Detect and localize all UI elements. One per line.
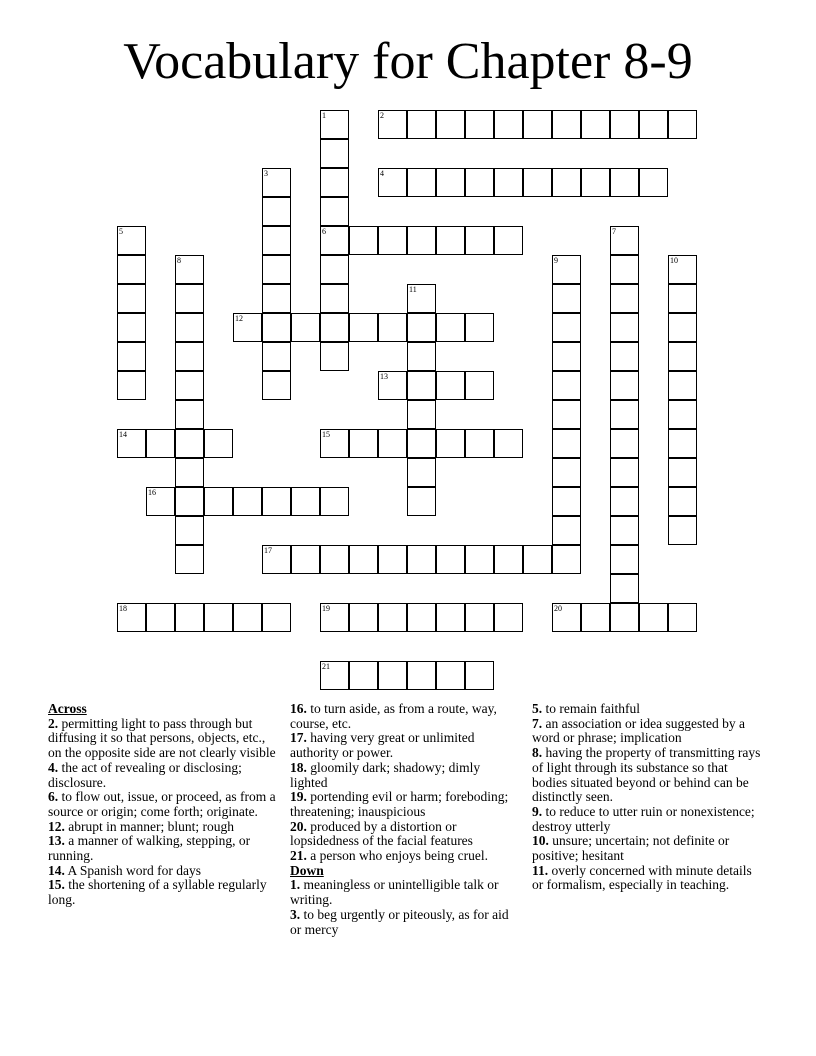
clue-number: 4. (48, 759, 59, 775)
grid-cell[interactable] (436, 371, 465, 400)
clue-item (532, 717, 762, 746)
clue-item (532, 702, 762, 717)
clue-text: portending evil or harm; foreboding; threatening; inauspicious (290, 789, 509, 819)
grid-cell[interactable] (552, 487, 581, 516)
cell-number: 7 (612, 227, 616, 236)
grid-cell[interactable] (233, 487, 262, 516)
clue-text: permitting light to pass through but diffusing it so that persons, objects, etc., on the opposite side are not clearly visible (48, 715, 276, 761)
grid-cell[interactable] (320, 197, 349, 226)
grid-cell[interactable] (262, 487, 291, 516)
grid-cell[interactable] (262, 313, 291, 342)
grid-cell[interactable] (320, 487, 349, 516)
grid-cell[interactable] (552, 342, 581, 371)
grid-cell[interactable] (320, 661, 349, 690)
grid-cell[interactable] (668, 284, 697, 313)
grid-cell[interactable] (610, 342, 639, 371)
grid-cell[interactable] (581, 110, 610, 139)
grid-cell[interactable] (668, 313, 697, 342)
grid-cell[interactable] (175, 371, 204, 400)
clue-item (48, 717, 276, 761)
grid-cell[interactable] (320, 429, 349, 458)
clue-number: 17. (290, 730, 307, 746)
grid-cell[interactable] (407, 603, 436, 632)
grid-cell[interactable] (175, 603, 204, 632)
grid-cell[interactable] (117, 255, 146, 284)
cell-number: 14 (119, 430, 127, 439)
grid-cell[interactable] (146, 603, 175, 632)
grid-cell[interactable] (378, 168, 407, 197)
clue-text: gloomily dark; shadowy; dimly lighted (290, 759, 481, 790)
clue-text: a person who enjoys being cruel. (306, 848, 488, 864)
grid-cell[interactable] (610, 429, 639, 458)
grid-cell[interactable] (639, 110, 668, 139)
grid-cell[interactable] (465, 313, 494, 342)
grid-cell[interactable] (552, 110, 581, 139)
grid-cell[interactable] (407, 342, 436, 371)
clue-text: to turn aside, as from a route, way, course, etc. (290, 701, 497, 731)
grid-cell[interactable] (465, 371, 494, 400)
grid-cell[interactable] (349, 603, 378, 632)
grid-cell[interactable] (117, 342, 146, 371)
grid-cell[interactable] (610, 313, 639, 342)
grid-cell[interactable] (436, 545, 465, 574)
grid-cell[interactable] (610, 545, 639, 574)
grid-cell[interactable] (639, 168, 668, 197)
grid-cell[interactable] (494, 168, 523, 197)
grid-cell[interactable] (407, 284, 436, 313)
grid-cell[interactable] (668, 255, 697, 284)
grid-cell[interactable] (320, 110, 349, 139)
clue-number: 21. (290, 848, 307, 864)
clue-text: having the property of transmitting rays of light through its substance so that bodies situated beyond or behind can be distinctly seen. (532, 745, 761, 805)
clue-number: 19. (290, 789, 307, 805)
grid-cell[interactable] (494, 545, 523, 574)
grid-cell[interactable] (320, 284, 349, 313)
grid-cell[interactable] (320, 255, 349, 284)
grid-cell[interactable] (494, 603, 523, 632)
grid-cell[interactable] (349, 545, 378, 574)
cell-number: 3 (264, 169, 268, 178)
clue-item (290, 702, 520, 731)
grid-cell[interactable] (262, 255, 291, 284)
grid-cell[interactable] (407, 371, 436, 400)
clue-number: 8. (532, 745, 543, 761)
grid-cell[interactable] (436, 603, 465, 632)
grid-cell[interactable] (523, 168, 552, 197)
grid-cell[interactable] (117, 313, 146, 342)
grid-cell[interactable] (436, 226, 465, 255)
clue-text: unsure; uncertain; not definite or positive; hesitant (532, 833, 730, 864)
clue-text: a manner of walking, stepping, or running. (48, 833, 251, 864)
cell-number: 17 (264, 546, 272, 555)
clue-number: 15. (48, 877, 65, 893)
clue-number: 13. (48, 833, 65, 849)
grid-cell[interactable] (320, 545, 349, 574)
grid-cell[interactable] (407, 661, 436, 690)
grid-cell[interactable] (610, 458, 639, 487)
grid-cell[interactable] (668, 342, 697, 371)
grid-cell[interactable] (349, 226, 378, 255)
grid-cell[interactable] (262, 226, 291, 255)
clue-item (532, 805, 762, 834)
grid-cell[interactable] (668, 371, 697, 400)
grid-cell[interactable] (407, 487, 436, 516)
grid-cell[interactable] (349, 429, 378, 458)
cell-number: 19 (322, 604, 330, 613)
clue-number: 18. (290, 759, 307, 775)
grid-cell[interactable] (436, 110, 465, 139)
grid-cell[interactable] (465, 226, 494, 255)
grid-cell[interactable] (465, 603, 494, 632)
grid-cell[interactable] (320, 342, 349, 371)
grid-cell[interactable] (262, 342, 291, 371)
down-header: Down (290, 862, 324, 878)
grid-cell[interactable] (378, 226, 407, 255)
grid-cell[interactable] (378, 603, 407, 632)
clue-item (48, 761, 276, 790)
clue-item (48, 834, 276, 863)
grid-cell[interactable] (175, 400, 204, 429)
clue-text: abrupt in manner; blunt; rough (64, 818, 234, 834)
grid-cell[interactable] (262, 603, 291, 632)
cell-number: 16 (148, 488, 156, 497)
grid-cell[interactable] (175, 516, 204, 545)
cell-number: 13 (380, 372, 388, 381)
grid-cell[interactable] (378, 371, 407, 400)
grid-cell[interactable] (465, 545, 494, 574)
grid-cell[interactable] (552, 168, 581, 197)
grid-cell[interactable] (175, 284, 204, 313)
cell-number: 1 (322, 111, 326, 120)
grid-cell[interactable] (668, 400, 697, 429)
grid-cell[interactable] (175, 313, 204, 342)
grid-cell[interactable] (320, 313, 349, 342)
clue-text: the shortening of a syllable regularly long. (48, 877, 267, 908)
grid-cell[interactable] (320, 603, 349, 632)
grid-cell[interactable] (233, 313, 262, 342)
grid-cell[interactable] (175, 255, 204, 284)
clue-item (532, 746, 762, 805)
grid-cell[interactable] (494, 429, 523, 458)
grid-cell[interactable] (146, 429, 175, 458)
grid-cell[interactable] (610, 516, 639, 545)
grid-cell[interactable] (552, 284, 581, 313)
grid-cell[interactable] (320, 168, 349, 197)
clue-text: to flow out, issue, or proceed, as from a source or origin; come forth; originate. (48, 789, 276, 819)
grid-cell[interactable] (668, 516, 697, 545)
clue-item (290, 761, 520, 790)
grid-cell[interactable] (436, 313, 465, 342)
cell-number: 9 (554, 256, 558, 265)
clue-number: 1. (290, 877, 301, 893)
cell-number: 20 (554, 604, 562, 613)
grid-cell[interactable] (378, 429, 407, 458)
grid-cell[interactable] (610, 487, 639, 516)
grid-cell[interactable] (291, 545, 320, 574)
cell-number: 2 (380, 111, 384, 120)
grid-cell[interactable] (175, 487, 204, 516)
cell-number: 11 (409, 285, 417, 294)
clue-item (48, 878, 276, 907)
clue-number: 3. (290, 906, 301, 922)
cell-number: 4 (380, 169, 384, 178)
grid-cell[interactable] (262, 284, 291, 313)
cell-number: 21 (322, 662, 330, 671)
grid-cell[interactable] (233, 603, 262, 632)
grid-cell[interactable] (494, 226, 523, 255)
clue-item (532, 834, 762, 863)
grid-cell[interactable] (117, 226, 146, 255)
grid-cell[interactable] (204, 429, 233, 458)
grid-cell[interactable] (668, 487, 697, 516)
clue-text: to beg urgently or piteously, as for aid or mercy (290, 906, 509, 937)
grid-cell[interactable] (465, 110, 494, 139)
cell-number: 5 (119, 227, 123, 236)
grid-cell[interactable] (378, 545, 407, 574)
grid-cell[interactable] (552, 545, 581, 574)
grid-cell[interactable] (552, 400, 581, 429)
clue-item (290, 849, 520, 864)
clue-text: the act of revealing or disclosing; disclosure. (48, 759, 242, 790)
grid-cell[interactable] (465, 661, 494, 690)
clue-text: A Spanish word for days (64, 862, 201, 878)
grid-cell[interactable] (262, 371, 291, 400)
grid-cell[interactable] (668, 429, 697, 458)
grid-cell[interactable] (262, 197, 291, 226)
clue-text: to remain faithful (542, 701, 640, 716)
clue-item (48, 790, 276, 819)
grid-cell[interactable] (668, 110, 697, 139)
cell-number: 6 (322, 227, 326, 236)
grid-cell[interactable] (610, 255, 639, 284)
cell-number: 12 (235, 314, 243, 323)
grid-cell[interactable] (175, 429, 204, 458)
cell-number: 10 (670, 256, 678, 265)
grid-cell[interactable] (436, 429, 465, 458)
grid-cell[interactable] (436, 661, 465, 690)
grid-cell[interactable] (552, 313, 581, 342)
cell-number: 18 (119, 604, 127, 613)
grid-cell[interactable] (581, 168, 610, 197)
clue-text: to reduce to utter ruin or nonexistence; destroy utterly (532, 803, 755, 834)
grid-cell[interactable] (117, 603, 146, 632)
grid-cell[interactable] (610, 168, 639, 197)
cell-number: 15 (322, 430, 330, 439)
grid-cell[interactable] (407, 168, 436, 197)
grid-cell[interactable] (407, 400, 436, 429)
grid-cell[interactable] (146, 487, 175, 516)
grid-cell[interactable] (407, 458, 436, 487)
across-header: Across (48, 701, 87, 716)
grid-cell[interactable] (552, 458, 581, 487)
clue-number: 14. (48, 862, 65, 878)
grid-cell[interactable] (175, 458, 204, 487)
grid-cell[interactable] (204, 487, 233, 516)
grid-cell[interactable] (552, 429, 581, 458)
clue-item (290, 820, 520, 849)
clue-text: meaningless or unintelligible talk or writing. (290, 877, 499, 908)
clue-column-1 (48, 702, 276, 908)
clue-item (290, 878, 520, 907)
clue-item (48, 820, 276, 835)
grid-cell[interactable] (407, 429, 436, 458)
grid-cell[interactable] (378, 313, 407, 342)
grid-cell[interactable] (465, 168, 494, 197)
grid-cell[interactable] (668, 458, 697, 487)
grid-cell[interactable] (407, 313, 436, 342)
grid-cell[interactable] (117, 429, 146, 458)
grid-cell[interactable] (117, 371, 146, 400)
grid-cell[interactable] (407, 110, 436, 139)
page-title: Vocabulary for Chapter 8-9 (123, 33, 693, 90)
grid-cell[interactable] (204, 603, 233, 632)
clue-number: 20. (290, 818, 307, 834)
clue-item (532, 864, 762, 893)
clue-item (290, 790, 520, 819)
clue-number: 5. (532, 701, 543, 716)
grid-cell[interactable] (639, 603, 668, 632)
clue-number: 9. (532, 803, 543, 819)
grid-cell[interactable] (262, 168, 291, 197)
grid-cell[interactable] (610, 574, 639, 603)
grid-cell[interactable] (610, 603, 639, 632)
grid-cell[interactable] (378, 110, 407, 139)
grid-cell[interactable] (610, 371, 639, 400)
clue-item (290, 731, 520, 760)
clue-text: having very great or unlimited authority or power. (290, 730, 475, 761)
grid-cell[interactable] (291, 313, 320, 342)
grid-cell[interactable] (581, 603, 610, 632)
grid-cell[interactable] (552, 371, 581, 400)
clue-text: produced by a distortion or lopsidedness of the facial features (290, 818, 473, 849)
clue-item (290, 908, 520, 937)
grid-cell[interactable] (320, 139, 349, 168)
grid-cell[interactable] (523, 110, 552, 139)
grid-cell[interactable] (610, 110, 639, 139)
clue-text: overly concerned with minute details or formalism, especially in teaching. (532, 862, 752, 893)
grid-cell[interactable] (407, 545, 436, 574)
clue-text: an association or idea suggested by a word or phrase; implication (532, 715, 745, 746)
clue-number: 11. (532, 862, 549, 878)
grid-cell[interactable] (436, 168, 465, 197)
grid-cell[interactable] (552, 516, 581, 545)
clue-column-3 (532, 702, 762, 893)
grid-cell[interactable] (407, 226, 436, 255)
grid-cell[interactable] (175, 545, 204, 574)
clue-number: 2. (48, 715, 59, 731)
grid-cell[interactable] (494, 110, 523, 139)
grid-cell[interactable] (552, 603, 581, 632)
clue-column-2 (290, 702, 520, 937)
grid-cell[interactable] (610, 284, 639, 313)
grid-cell[interactable] (465, 429, 494, 458)
grid-cell[interactable] (349, 313, 378, 342)
clue-number: 7. (532, 715, 543, 731)
grid-cell[interactable] (523, 545, 552, 574)
grid-cell[interactable] (668, 603, 697, 632)
grid-cell[interactable] (175, 342, 204, 371)
grid-cell[interactable] (117, 284, 146, 313)
grid-cell[interactable] (378, 661, 407, 690)
clue-item (48, 864, 276, 879)
grid-cell[interactable] (262, 545, 291, 574)
clue-number: 6. (48, 789, 59, 805)
cell-number: 8 (177, 256, 181, 265)
grid-cell[interactable] (552, 255, 581, 284)
clue-number: 16. (290, 701, 307, 716)
clue-number: 10. (532, 833, 549, 849)
grid-cell[interactable] (610, 400, 639, 429)
grid-cell[interactable] (349, 661, 378, 690)
grid-cell[interactable] (610, 226, 639, 255)
clue-number: 12. (48, 818, 65, 834)
grid-cell[interactable] (291, 487, 320, 516)
grid-cell[interactable] (320, 226, 349, 255)
